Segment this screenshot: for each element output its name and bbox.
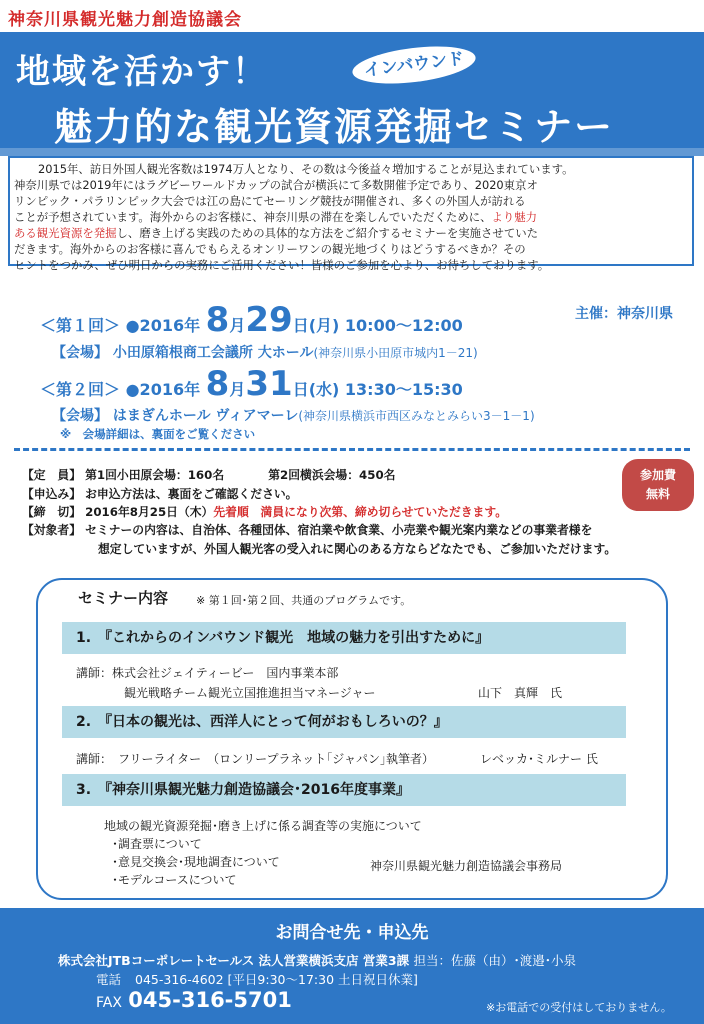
fax-label: FAX — [96, 995, 122, 1011]
target-label: 【対象者】 — [22, 523, 81, 537]
contact-title: お問合せ先・申込先 — [275, 923, 429, 943]
deadline-label: 【締 切】 — [22, 505, 81, 519]
session-label: ＜第１回＞ — [40, 316, 121, 335]
title-line-2: 魅力的な観光資源発掘セミナー — [54, 105, 615, 149]
intro-text: ことが予想されています。海外からのお客様に、神奈川県の滞在を楽しんでいただくために、 — [14, 210, 492, 224]
seminar-content-title: セミナー内容 — [78, 589, 169, 607]
apply-row — [22, 485, 297, 502]
venue-address: (神奈川県横浜市西区みなとみらい3－1－1) — [298, 409, 535, 423]
fee-badge — [622, 459, 694, 511]
contact-persons: 担当：佐藤（由）･渡邉･小泉 — [413, 953, 576, 968]
capacity-label: 【定 員】 — [22, 468, 81, 482]
intro-line — [14, 225, 692, 241]
program-3-bullet: ･調査票について — [112, 837, 202, 851]
session-day: 29 — [245, 300, 293, 340]
session-1-date — [40, 300, 463, 340]
intro-line: 2015年、訪日外国人観光客数は1974万人となり、その数は今後益々増加することが見込まれています。 — [38, 162, 574, 176]
venue-name: はまぎんホール ヴィアマーレ — [112, 408, 299, 424]
intro-highlight: ある観光資源を発掘 — [14, 226, 117, 240]
target-row — [22, 521, 592, 538]
session-year: ●2016年 — [125, 380, 201, 399]
intro-text: し、磨き上げる実践のための具体的な方法をご紹介するセミナーを実施させていた — [116, 226, 538, 240]
session-day-suffix: 日(月) — [292, 316, 340, 335]
venue-label: 【会場】 — [52, 345, 108, 361]
seminar-content-subtitle: ※ 第１回･第２回、共通のプログラムです。 — [196, 594, 412, 607]
intro-line: 神奈川県では2019年にはラグビーワールドカップの試合が横浜にて多数開催予定であり、2020東京オ — [14, 178, 538, 192]
phone-label: 電話 — [96, 972, 122, 987]
session-1-venue — [52, 342, 478, 362]
deadline-note: 先着順 満員になり次第、締め切らせていただきます。 — [213, 505, 507, 519]
target-text: セミナーの内容は、自治体、各種団体、宿泊業や飲食業、小売業や観光案内業などの事業者様を — [85, 523, 593, 537]
contact-company — [58, 951, 576, 969]
session-day: 31 — [245, 364, 293, 404]
company-name: 株式会社JTBコーポレートセールス 法人営業横浜支店 営業3課 — [58, 953, 410, 968]
intro-text-box — [8, 156, 694, 272]
program-3-description: 地域の観光資源発掘･磨き上げに係る調査等の実施について — [104, 819, 422, 833]
program-1-lecturer-name: 山下 真輝 氏 — [478, 686, 563, 700]
apply-label: 【申込み】 — [22, 487, 81, 501]
session-label: ＜第２回＞ — [40, 380, 121, 399]
capacity-row — [22, 466, 395, 483]
fee-value: 無料 — [645, 487, 670, 501]
program-3-bullet: ･モデルコースについて — [112, 873, 237, 887]
phone-number[interactable]: 045-316-4602 — [135, 972, 224, 987]
fee-label: 参加費 — [639, 468, 676, 482]
program-1-lecturer-org: 講師：株式会社ジェイティービー 国内事業本部 — [76, 666, 339, 680]
session-month-unit: 月 — [229, 316, 246, 335]
program-1-lecturer-title: 観光戦略チーム観光立国推進担当マネージャー — [124, 686, 376, 700]
fax-number[interactable]: 045-316-5701 — [128, 988, 292, 1012]
deadline-date: 2016年8月25日（木） — [85, 505, 214, 519]
session-time: 13:30～15:30 — [344, 380, 463, 399]
dashed-divider — [14, 448, 690, 451]
title-line-1: 地域を活かす！ — [16, 52, 268, 92]
session-2-venue — [52, 405, 535, 425]
apply-text: お申込方法は、裏面をご確認ください。 — [85, 487, 298, 501]
intro-line — [14, 209, 692, 225]
intro-line: ヒントをつかみ、ぜひ明日からの実務にご活用ください！皆様のご参加を心より、お待ちしております。 — [14, 258, 550, 272]
session-month: 8 — [205, 300, 230, 340]
organization-name: 神奈川県観光魅力創造協議会 — [8, 10, 242, 30]
intro-line: リンピック・パラリンピック大会では江の島にてセーリング競技が開催され、多くの外国人が訪れる — [14, 194, 526, 208]
intro-line: だきます。海外からのお客様に喜んでもらえるオンリーワンの観光地づくりはどうするべきか？その — [14, 242, 526, 256]
phone-hours: [平日9:30～17:30 土日祝日休業] — [227, 972, 418, 987]
session-month-unit: 月 — [229, 380, 246, 399]
program-3-heading: 3. 『神奈川県観光魅力創造協議会･2016年度事業』 — [62, 774, 626, 806]
program-3-speaker: 神奈川県観光魅力創造協議会事務局 — [370, 859, 563, 873]
session-year: ●2016年 — [125, 316, 201, 335]
venue-note: ※ 会場詳細は、裏面をご覧ください — [60, 427, 256, 441]
venue-address: (神奈川県小田原市城内1－21) — [313, 346, 478, 360]
venue-label: 【会場】 — [52, 408, 108, 424]
program-3-bullet: ･意見交換会･現地調査について — [112, 855, 280, 869]
program-1-heading: 1. 『これからのインバウンド観光 地域の魅力を引出すために』 — [62, 622, 626, 654]
session-day-suffix: 日(水) — [292, 380, 340, 399]
program-2-lecturer-name: レベッカ･ミルナー 氏 — [480, 752, 598, 766]
capacity-yokohama: 第2回横浜会場：450名 — [268, 468, 396, 482]
program-2-heading: 2. 『日本の観光は、西洋人にとって何がおもしろいの？』 — [62, 706, 626, 738]
host-label: 主催：神奈川県 — [575, 306, 673, 322]
phone-note: ※お電話での受付はしておりません。 — [486, 1001, 672, 1014]
target-text-2: 想定していますが、外国人観光客の受入れに関心のある方ならどなたでも、ご参加いただけます。 — [98, 542, 617, 556]
contact-fax-row — [96, 988, 292, 1012]
deadline-row — [22, 503, 507, 520]
session-2-date — [40, 364, 463, 404]
venue-name: 小田原箱根商工会議所 大ホール — [112, 345, 314, 361]
session-time: 10:00～12:00 — [344, 316, 463, 335]
intro-highlight: より魅力 — [491, 210, 538, 224]
program-2-lecturer: 講師： フリーライター （ロンリープラネット｢ジャパン｣執筆者） — [76, 752, 434, 766]
session-month: 8 — [205, 364, 230, 404]
inbound-tag: インバウンド — [350, 41, 477, 90]
capacity-odawara: 第1回小田原会場：160名 — [85, 468, 225, 482]
contact-phone-row — [96, 970, 418, 988]
